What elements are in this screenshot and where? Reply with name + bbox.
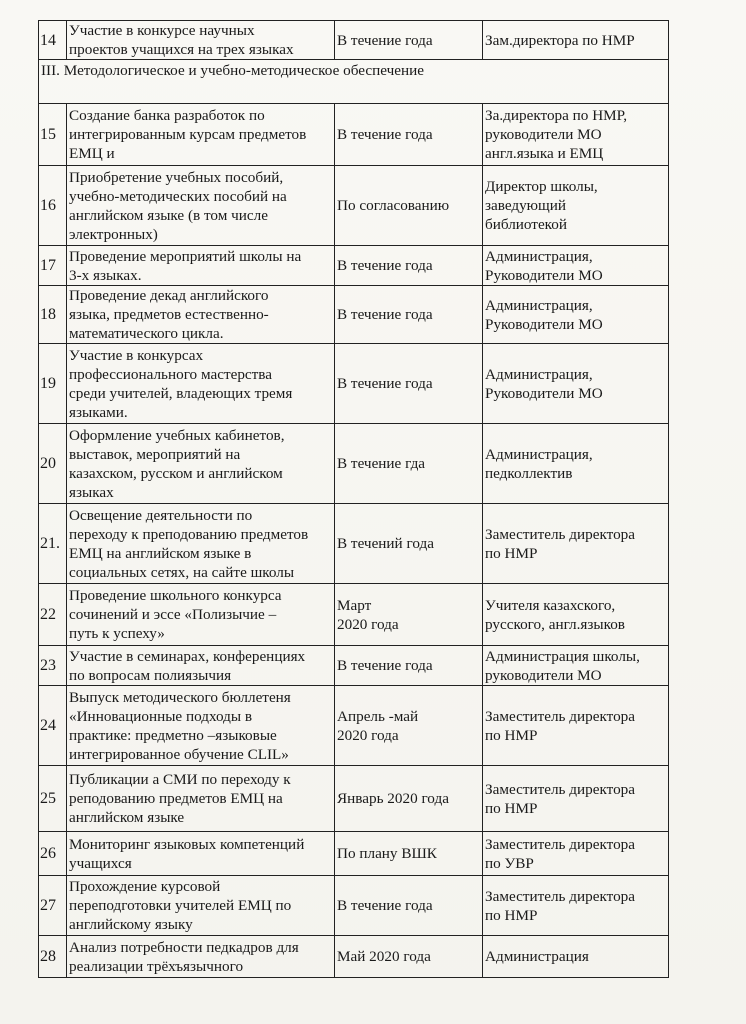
row-number: 22 bbox=[39, 584, 67, 646]
term-cell: В течений года bbox=[335, 504, 483, 584]
term-cell: В течение года bbox=[335, 876, 483, 936]
responsible-cell: Заместитель директора по НМР bbox=[483, 766, 669, 832]
activity-cell: Участие в конкурсах профессионального мастерства среди учителей, владеющих тремя языками. bbox=[67, 344, 335, 424]
activity-cell: Проведение декад английского языка, предметов естественно- математического цикла. bbox=[67, 286, 335, 344]
responsible-cell: Администрация школы, руководители МО bbox=[483, 646, 669, 686]
responsible-cell: Администрация, Руководители МО bbox=[483, 246, 669, 286]
term-cell: В течение года bbox=[335, 344, 483, 424]
row-number: 28 bbox=[39, 936, 67, 978]
responsible-cell: Заместитель директора по НМР bbox=[483, 504, 669, 584]
responsible-cell: Заместитель директора по УВР bbox=[483, 832, 669, 876]
row-number: 23 bbox=[39, 646, 67, 686]
responsible-cell: Зам.директора по НМР bbox=[483, 21, 669, 60]
row-number: 21. bbox=[39, 504, 67, 584]
activity-cell: Оформление учебных кабинетов, выставок, мероприятий на казахском, русском и английском языках bbox=[67, 424, 335, 504]
responsible-cell: Администрация, педколлектив bbox=[483, 424, 669, 504]
plan-table bbox=[38, 20, 669, 978]
responsible-cell: Заместитель директора по НМР bbox=[483, 876, 669, 936]
table-row bbox=[39, 584, 669, 646]
table-row bbox=[39, 166, 669, 246]
responsible-cell: Заместитель директора по НМР bbox=[483, 686, 669, 766]
term-cell: По согласованию bbox=[335, 166, 483, 246]
row-number: 14 bbox=[39, 21, 67, 60]
table-row bbox=[39, 936, 669, 978]
table-row bbox=[39, 686, 669, 766]
row-number: 17 bbox=[39, 246, 67, 286]
table-row bbox=[39, 21, 669, 60]
activity-cell: Проведение школьного конкурса сочинений и эссе «Полизычие – путь к успеху» bbox=[67, 584, 335, 646]
row-number: 25 bbox=[39, 766, 67, 832]
table-row bbox=[39, 286, 669, 344]
table-row bbox=[39, 876, 669, 936]
term-cell: В течение года bbox=[335, 646, 483, 686]
row-number: 19 bbox=[39, 344, 67, 424]
table-row bbox=[39, 104, 669, 166]
term-cell: В течение года bbox=[335, 286, 483, 344]
row-number: 18 bbox=[39, 286, 67, 344]
section-row bbox=[39, 60, 669, 104]
row-number: 26 bbox=[39, 832, 67, 876]
activity-cell: Создание банка разработок по интегрированным курсам предметов ЕМЦ и bbox=[67, 104, 335, 166]
activity-cell: Освещение деятельности по переходу к преподованию предметов ЕМЦ на английском языке в социальных сетях, на сайте школы bbox=[67, 504, 335, 584]
row-number: 15 bbox=[39, 104, 67, 166]
activity-cell: Участие в семинарах, конференциях по вопросам полиязычия bbox=[67, 646, 335, 686]
table-row bbox=[39, 504, 669, 584]
activity-cell: Проведение мероприятий школы на 3-х языках. bbox=[67, 246, 335, 286]
activity-cell: Прохождение курсовой переподготовки учителей ЕМЦ по английскому языку bbox=[67, 876, 335, 936]
row-number: 16 bbox=[39, 166, 67, 246]
table-row bbox=[39, 246, 669, 286]
term-cell: В течение года bbox=[335, 21, 483, 60]
page-bottom-margin bbox=[0, 990, 746, 1024]
term-cell: В течение гда bbox=[335, 424, 483, 504]
responsible-cell: Учителя казахского, русского, англ.языков bbox=[483, 584, 669, 646]
row-number: 24 bbox=[39, 686, 67, 766]
term-cell: Май 2020 года bbox=[335, 936, 483, 978]
responsible-cell: Администрация bbox=[483, 936, 669, 978]
row-number: 20 bbox=[39, 424, 67, 504]
row-number: 27 bbox=[39, 876, 67, 936]
term-cell: Январь 2020 года bbox=[335, 766, 483, 832]
section-heading: III. Методологическое и учебно-методическое обеспечение bbox=[39, 60, 669, 104]
term-cell: По плану ВШК bbox=[335, 832, 483, 876]
table-row bbox=[39, 832, 669, 876]
term-cell: Апрель -май 2020 года bbox=[335, 686, 483, 766]
responsible-cell: Администрация, Руководители МО bbox=[483, 286, 669, 344]
table-row bbox=[39, 646, 669, 686]
responsible-cell: Администрация, Руководители МО bbox=[483, 344, 669, 424]
activity-cell: Участие в конкурсе научных проектов учащихся на трех языках bbox=[67, 21, 335, 60]
table-row bbox=[39, 424, 669, 504]
term-cell: Март 2020 года bbox=[335, 584, 483, 646]
activity-cell: Приобретение учебных пособий, учебно-методических пособий на английском языке (в том числе электронных) bbox=[67, 166, 335, 246]
responsible-cell: За.директора по НМР, руководители МО англ.языка и ЕМЦ bbox=[483, 104, 669, 166]
activity-cell: Анализ потребности педкадров для реализации трёхъязычного bbox=[67, 936, 335, 978]
activity-cell: Выпуск методического бюллетеня «Инновационные подходы в практике: предметно –языковые интегрированное обучение CLIL» bbox=[67, 686, 335, 766]
responsible-cell: Директор школы, заведующий библиотекой bbox=[483, 166, 669, 246]
term-cell: В течение года bbox=[335, 246, 483, 286]
activity-cell: Мониторинг языковых компетенций учащихся bbox=[67, 832, 335, 876]
activity-cell: Публикации а СМИ по переходу к реподованию предметов ЕМЦ на английском языке bbox=[67, 766, 335, 832]
table-row bbox=[39, 344, 669, 424]
table-row bbox=[39, 766, 669, 832]
term-cell: В течение года bbox=[335, 104, 483, 166]
